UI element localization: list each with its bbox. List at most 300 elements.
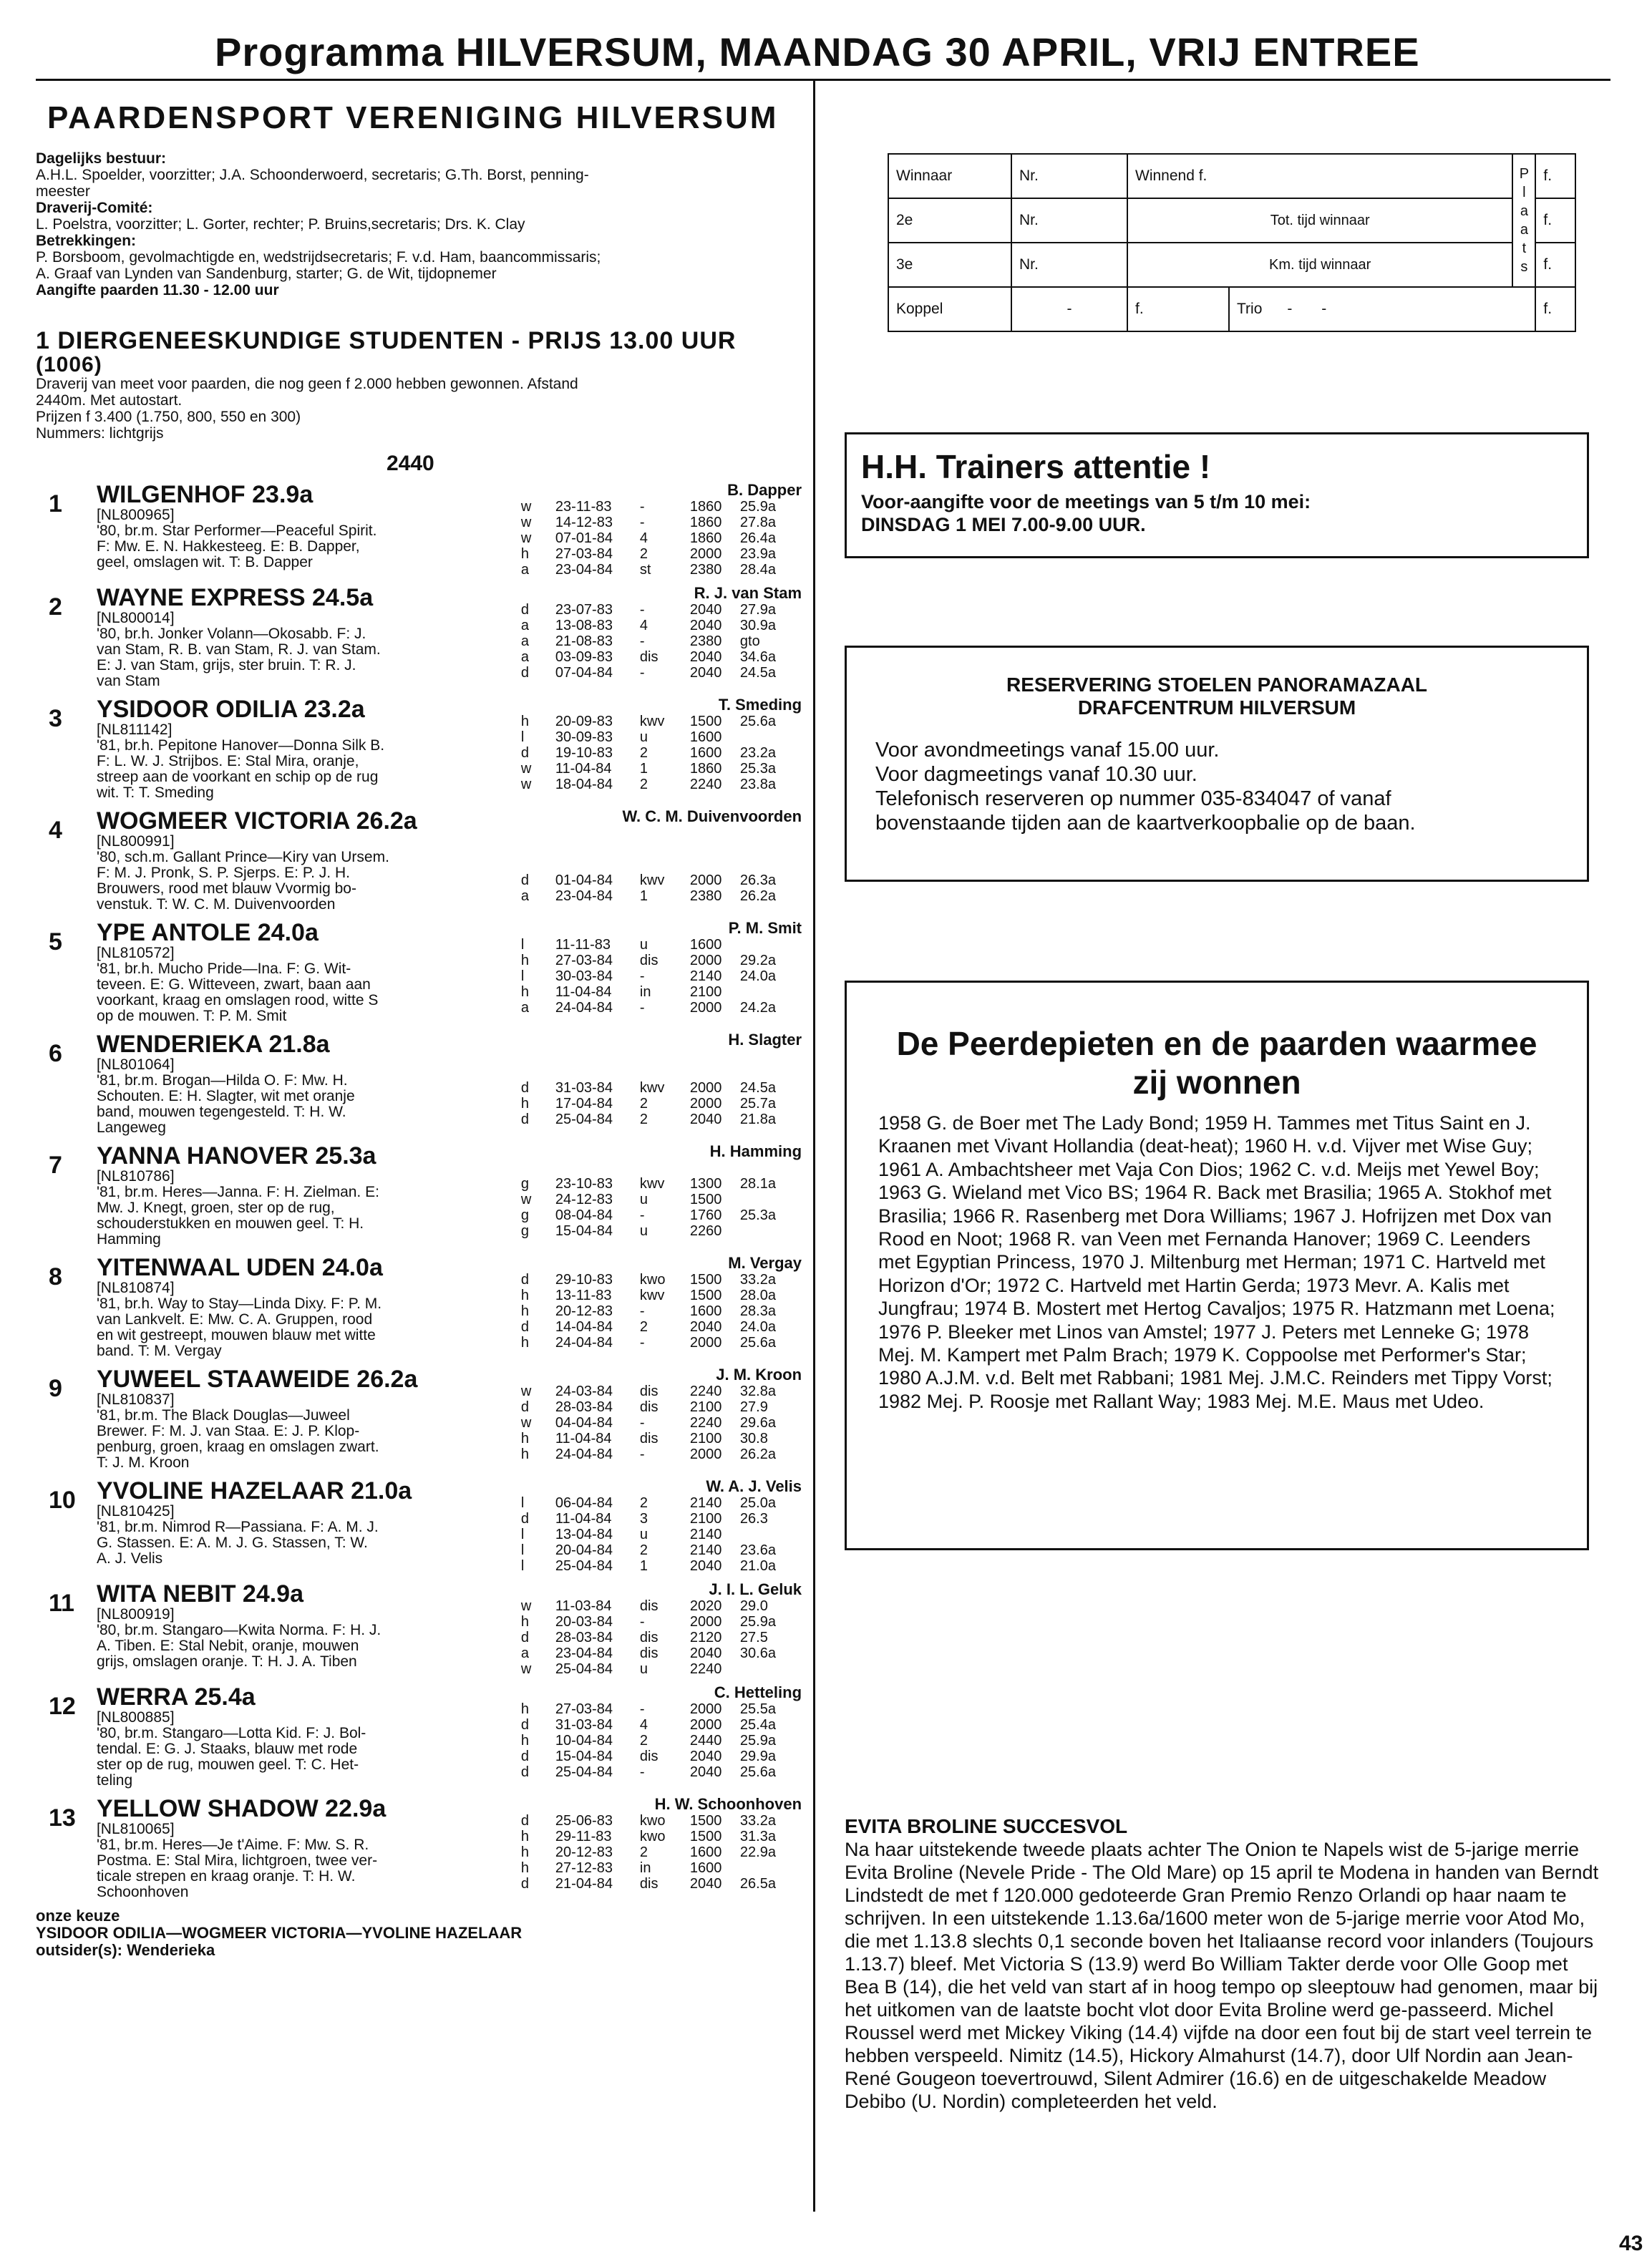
horse-desc-line: ster op de rug, mouwen geel. T: C. Het-	[96, 1756, 359, 1773]
horse-trainer: R. J. van Stam	[694, 584, 802, 602]
horse-desc-line: [NL800885]	[96, 1709, 175, 1726]
result-cell: -	[639, 633, 645, 649]
spacer	[521, 1049, 802, 1064]
result-cell: 23-04-84	[555, 1645, 613, 1661]
tote-results-table	[888, 153, 1576, 332]
trainers-line: Voor-aangifte voor de meetings van 5 t/m 10 mei:	[861, 491, 1311, 512]
result-cell: u	[639, 1527, 648, 1542]
horse-desc-line: Mw. J. Knegt, groen, ster op de rug,	[96, 1200, 335, 1216]
horse-name: WITA NEBIT 24.9a	[96, 1580, 304, 1608]
horse-name: YANNA HANOVER 25.3a	[96, 1142, 376, 1170]
horse-entry	[36, 696, 802, 801]
race-line: Draverij van meet voor paarden, die nog geen f 2.000 hebben gewonnen. Afstand	[36, 376, 578, 392]
result-cell: l	[520, 1542, 525, 1558]
result-cell: 23-07-83	[555, 602, 613, 618]
board-heading: Dagelijks bestuur:	[36, 150, 167, 167]
horse-desc-line: '80, br.h. Jonker Volann—Okosabb. F: J.	[96, 626, 366, 642]
result-cell: h	[520, 1303, 530, 1319]
evita-text: Na haar uitstekende tweede plaats achter The Onion te Napels wist de 5-jarige merrie Evita Broline (Nevele Pride - The Old Mare) op 15 april te Modena in handen van Berndt Lindstedt de met f 120.000 gedoteerde Gran Premio Renzo Orlandi op haar naam te schrijven. In een uitstekende 1.13.6a/1600 meter won de 5-jarige merrie voor Atod Mo, die met 1.13.8 slechts 0,1 seconde boven het Italiaanse record voor inlanders (Toujours 1.13.7) bleef. Met Victoria S (13.9) werd Bo William Takter derde voor Olle Goop met Bea B (14), die het veld van start af in hoog tempo op sleeptouw had genomen, maar bij het uitkomen van de laatste bocht vlot door Evita Broline werd ge-passeerd. Michel Roussel werd met Mickey Viking (14.4) vijfde na door een fout bij de start veel terrein te hebben verspeeld. Nimitz (14.5), Hickory Almahurst (14.7), door Ulf Nordin aan Jean-René Gougeon toevertrouwd, Silent Admirer (16.6) en de uitgeschakelde Meadow Debibo (U. Nordin) completeerden het veld.	[845, 1839, 1599, 2112]
race-line: 2440m. Met autostart.	[36, 392, 183, 409]
spacer	[521, 1160, 802, 1176]
horse-name: WILGENHOF 23.9a	[96, 481, 314, 508]
horse-desc-line: [NL810786]	[96, 1168, 175, 1185]
result-cell: dis	[639, 1399, 659, 1415]
result-line	[521, 499, 802, 515]
result-cell: 21-04-84	[555, 1876, 613, 1892]
result-line	[521, 1000, 802, 1016]
horse-info	[97, 585, 521, 689]
result-cell: 20-03-84	[555, 1614, 613, 1630]
horse-number: 9	[49, 1375, 62, 1402]
horse-desc-line: F: M. J. Pronk, S. P. Sjerps. E: P. J. H.	[96, 865, 350, 881]
result-cell: kwo	[639, 1272, 666, 1288]
result-cell: 2000	[689, 1335, 722, 1351]
result-line	[521, 1860, 802, 1876]
result-cell: d	[520, 1630, 530, 1645]
result-line	[521, 530, 802, 546]
horse-desc-line: tendal. E: G. J. Staaks, blauw met rode	[96, 1741, 358, 1757]
result-cell: 21.8a	[739, 1112, 776, 1127]
result-cell: 27.9a	[739, 602, 776, 618]
result-cell: 29.0	[739, 1598, 768, 1614]
result-cell: 14-12-83	[555, 515, 613, 530]
result-cell: 2100	[689, 984, 722, 1000]
result-cell: 26.2a	[739, 888, 776, 904]
horse-trainer: P. M. Smit	[728, 919, 802, 937]
horse-desc-line: ticale strepen en kraag oranje. T: H. W.	[96, 1868, 356, 1885]
horse-results	[521, 1478, 802, 1574]
horse-number: 12	[49, 1693, 76, 1720]
horse-name: WENDERIEKA 21.8a	[96, 1031, 330, 1058]
result-cell: w	[520, 1415, 532, 1431]
result-cell: st	[639, 562, 651, 578]
result-cell: d	[520, 1511, 530, 1527]
horse-desc-line: voorkant, kraag en omslagen rood, witte S	[96, 992, 379, 1008]
result-cell: h	[520, 1447, 530, 1462]
result-cell: 18-04-84	[555, 777, 613, 792]
horse-desc-line: '81, br.m. The Black Douglas—Juweel	[96, 1407, 350, 1424]
result-cell: -	[639, 602, 645, 618]
result-cell: 11-03-84	[555, 1598, 612, 1614]
result-cell: 2140	[689, 968, 722, 984]
result-cell: 26.3a	[739, 872, 776, 888]
board-line: A.H.L. Spoelder, voorzitter; J.A. Schoonderwoerd, secretaris; G.Th. Borst, penning-	[36, 167, 589, 183]
board-line: A. Graaf van Lynden van Sandenburg, starter; G. de Wit, tijdopnemer	[36, 266, 497, 282]
horse-desc-line: '80, sch.m. Gallant Prince—Kiry van Ursem.	[96, 849, 389, 865]
our-choice	[36, 1907, 802, 1959]
result-cell: h	[520, 1701, 530, 1717]
horse-desc-line: '81, br.m. Heres—Janna. F: H. Zielman. E:	[96, 1184, 379, 1200]
horse-entry	[36, 1366, 802, 1471]
result-cell: d	[520, 1764, 530, 1780]
result-cell: 25.6a	[739, 1764, 776, 1780]
horse-desc-line: '81, br.m. Brogan—Hilda O. F: Mw. H.	[96, 1072, 348, 1089]
horse-trainer: J. M. Kroon	[716, 1366, 802, 1384]
result-cell: h	[520, 1288, 530, 1303]
horse-entry	[36, 1796, 802, 1900]
spacer	[521, 841, 802, 857]
result-line	[521, 729, 802, 745]
result-cell: d	[520, 1080, 530, 1096]
result-cell: 2040	[689, 602, 722, 618]
trainers-title: H.H. Trainers attentie !	[861, 448, 1211, 485]
result-cell: 4	[639, 1717, 648, 1733]
horse-results	[521, 1031, 802, 1136]
tote-cell: Km. tijd winnaar	[1127, 243, 1512, 287]
tote-cell: Koppel	[888, 287, 1011, 331]
result-cell: 27-03-84	[555, 953, 613, 968]
result-cell: 20-04-84	[555, 1542, 613, 1558]
result-line	[521, 1223, 802, 1239]
trainers-line: DINSDAG 1 MEI 7.00-9.00 UUR.	[861, 514, 1146, 535]
result-cell: dis	[639, 1598, 659, 1614]
result-cell: 2000	[689, 546, 722, 562]
result-cell: dis	[639, 1645, 659, 1661]
result-line	[521, 1558, 802, 1574]
reservation-notice	[845, 646, 1589, 882]
result-cell: 2100	[689, 1511, 722, 1527]
result-cell: -	[639, 1701, 645, 1717]
result-cell: 2000	[689, 1447, 722, 1462]
result-line	[521, 1813, 802, 1829]
result-line	[521, 1080, 802, 1096]
result-cell: 14-04-84	[555, 1319, 613, 1335]
result-cell: w	[520, 1661, 532, 1677]
result-cell: d	[520, 665, 530, 681]
result-cell: a	[520, 1000, 530, 1016]
horse-list	[36, 482, 802, 1900]
result-cell: 23-10-83	[555, 1176, 613, 1192]
horse-desc-line: Postma. E: Stal Mira, lichtgroen, twee ver-	[96, 1852, 378, 1869]
result-line	[521, 1288, 802, 1303]
result-line	[521, 1319, 802, 1335]
result-cell: 07-01-84	[555, 530, 613, 546]
result-cell: 25-04-84	[555, 1661, 613, 1677]
result-cell: a	[520, 649, 530, 665]
result-cell: 2380	[689, 562, 722, 578]
spacer	[521, 1064, 802, 1080]
result-cell: 2120	[689, 1630, 722, 1645]
result-cell: dis	[639, 649, 659, 665]
tote-cell: f.	[1127, 287, 1229, 331]
result-cell: u	[639, 729, 648, 745]
horse-number: 3	[49, 705, 62, 732]
horse-results	[521, 585, 802, 689]
horse-desc-line: [NL801064]	[96, 1056, 175, 1073]
result-cell: -	[639, 515, 645, 530]
horse-entry	[36, 1255, 802, 1359]
horse-desc-line: '80, br.m. Stangaro—Kwita Norma. F: H. J.	[96, 1622, 382, 1638]
result-cell: 4	[639, 618, 648, 633]
result-cell: 27-03-84	[555, 546, 613, 562]
result-cell: d	[520, 1876, 530, 1892]
horse-desc-line: Schoonhoven	[96, 1884, 189, 1900]
result-cell: 2020	[689, 1598, 722, 1614]
result-line	[521, 888, 802, 904]
reservation-line: bovenstaande tijden aan de kaartverkoopbalie op de baan.	[875, 812, 1416, 835]
result-cell: -	[639, 1415, 645, 1431]
result-cell: 20-09-83	[555, 714, 613, 729]
horse-desc-line: [NL811142]	[96, 721, 173, 738]
horse-desc-line: F: Mw. E. N. Hakkesteeg. E: B. Dapper,	[96, 538, 360, 555]
horse-trainer: H. Slagter	[728, 1031, 802, 1049]
result-cell: a	[520, 633, 530, 649]
result-line	[521, 1876, 802, 1892]
board-heading: Betrekkingen:	[36, 233, 137, 249]
tote-plaats: P l a a t s	[1512, 154, 1535, 287]
result-cell: 03-09-83	[555, 649, 613, 665]
result-cell: 22.9a	[739, 1844, 776, 1860]
horse-desc-line: '81, br.h. Way to Stay—Linda Dixy. F: P. M.	[96, 1295, 382, 1312]
result-cell: 2000	[689, 1000, 722, 1016]
result-cell: w	[520, 761, 532, 777]
board-line: L. Poelstra, voorzitter; L. Gorter, rechter; P. Bruins,secretaris; Drs. K. Clay	[36, 216, 525, 233]
result-cell: 11-11-83	[555, 937, 611, 953]
result-cell: 26.4a	[739, 530, 776, 546]
horse-desc-line: venstuk. T: W. C. M. Duivenvoorden	[96, 896, 336, 913]
result-cell: 25.3a	[739, 1207, 776, 1223]
result-line	[521, 1527, 802, 1542]
horse-results	[521, 1796, 802, 1900]
result-cell: kwv	[639, 1176, 665, 1192]
result-cell: 1600	[689, 729, 722, 745]
horse-results	[521, 1366, 802, 1471]
result-cell: h	[520, 1096, 530, 1112]
horse-desc-line: van Stam	[96, 673, 160, 689]
horse-desc-line: teveen. E: G. Witteveen, zwart, baan aan	[96, 976, 371, 993]
tote-cell: Tot. tijd winnaar	[1127, 198, 1512, 243]
result-cell: h	[520, 546, 530, 562]
result-cell: 25.9a	[739, 499, 776, 515]
result-cell: 26.2a	[739, 1447, 776, 1462]
result-line	[521, 602, 802, 618]
result-cell: u	[639, 1223, 648, 1239]
horse-entry	[36, 808, 802, 913]
result-line	[521, 777, 802, 792]
horse-number: 2	[49, 593, 62, 621]
result-line	[521, 745, 802, 761]
result-line	[521, 1384, 802, 1399]
result-cell: 28-03-84	[555, 1630, 613, 1645]
horse-desc-line: op de mouwen. T: P. M. Smit	[96, 1008, 287, 1024]
result-cell	[740, 937, 790, 953]
result-cell: 27.9	[739, 1399, 768, 1415]
horse-info	[97, 808, 521, 913]
result-cell: 1	[639, 761, 648, 777]
result-cell: 2	[639, 1319, 648, 1335]
result-cell: 2	[639, 546, 648, 562]
horse-desc-line: schouderstukken en mouwen geel. T: H.	[96, 1215, 364, 1232]
horse-desc-line: en wit gestreept, mouwen blauw met witte	[96, 1327, 376, 1343]
result-cell: 2	[639, 1542, 648, 1558]
result-cell: 1500	[689, 1813, 722, 1829]
result-cell: 2	[639, 745, 648, 761]
result-cell: 2	[639, 1495, 648, 1511]
result-line	[521, 633, 802, 649]
horse-entry	[36, 482, 802, 578]
result-cell: -	[639, 968, 645, 984]
result-cell: 1760	[689, 1207, 722, 1223]
tote-cell: Nr.	[1011, 243, 1127, 287]
result-cell: 1500	[689, 1829, 722, 1844]
result-cell: 31.3a	[739, 1829, 776, 1844]
race-line: Nummers: lichtgrijs	[36, 425, 164, 442]
result-cell: -	[639, 1614, 645, 1630]
result-line	[521, 1749, 802, 1764]
result-cell: kwo	[639, 1813, 666, 1829]
result-line	[521, 1630, 802, 1645]
result-line	[521, 1447, 802, 1462]
result-cell: 19-10-83	[555, 745, 613, 761]
result-cell: 06-04-84	[555, 1495, 613, 1511]
result-cell: 2	[639, 1733, 648, 1749]
tote-cell: 2e	[888, 198, 1011, 243]
result-cell: h	[520, 1614, 530, 1630]
peerdepieten-box	[845, 981, 1589, 1550]
horse-entry	[36, 1478, 802, 1574]
horse-number: 6	[49, 1040, 62, 1067]
board-heading: Draverij-Comité:	[36, 200, 153, 216]
horse-results	[521, 482, 802, 578]
result-cell: 23.8a	[739, 777, 776, 792]
result-cell: 24.0a	[739, 1319, 776, 1335]
horse-desc-line: Langeweg	[96, 1119, 166, 1136]
result-line	[521, 1542, 802, 1558]
horse-desc-line: T: J. M. Kroon	[96, 1454, 190, 1471]
result-cell: 1600	[689, 745, 722, 761]
horse-number: 8	[49, 1263, 62, 1290]
result-cell: h	[520, 1733, 530, 1749]
result-cell	[740, 1860, 790, 1876]
result-line	[521, 515, 802, 530]
result-cell: 4	[639, 530, 648, 546]
horse-info	[97, 1684, 521, 1789]
result-cell: 2140	[689, 1542, 722, 1558]
horse-desc-line: '81, br.m. Heres—Je t'Aime. F: Mw. S. R.	[96, 1837, 369, 1853]
horse-entry	[36, 1684, 802, 1789]
choice-label: onze keuze	[36, 1907, 120, 1925]
result-cell: h	[520, 984, 530, 1000]
horse-desc-line: [NL810572]	[96, 945, 175, 961]
result-cell: 13-04-84	[555, 1527, 613, 1542]
horse-name: WOGMEER VICTORIA 26.2a	[96, 807, 417, 835]
result-line	[521, 649, 802, 665]
result-cell: 33.2a	[739, 1272, 776, 1288]
result-cell: 27-12-83	[555, 1860, 613, 1876]
horse-desc-line: '81, br.h. Mucho Pride—Ina. F: G. Wit-	[96, 961, 351, 977]
result-cell: 2040	[689, 665, 722, 681]
spacer	[521, 857, 802, 872]
tote-cell: Nr.	[1011, 198, 1127, 243]
result-cell: 1600	[689, 1303, 722, 1319]
result-cell: d	[520, 1813, 530, 1829]
result-cell: 24-03-84	[555, 1384, 613, 1399]
result-line	[521, 1598, 802, 1614]
board-heading: Aangifte paarden 11.30 - 12.00 uur	[36, 282, 279, 298]
result-cell: w	[520, 1384, 532, 1399]
reservation-line: Telefonisch reserveren op nummer 035-834047 of vanaf	[875, 787, 1391, 810]
result-cell: 23-04-84	[555, 888, 613, 904]
left-column	[36, 93, 802, 1959]
result-cell: 30.8	[739, 1431, 768, 1447]
result-cell: 27-03-84	[555, 1701, 613, 1717]
result-cell: dis	[639, 1384, 659, 1399]
result-cell: 1860	[689, 499, 722, 515]
result-cell: -	[639, 1335, 645, 1351]
result-line	[521, 1645, 802, 1661]
result-cell: 20-12-83	[555, 1844, 613, 1860]
trainers-notice	[845, 432, 1589, 558]
result-cell: dis	[639, 1431, 659, 1447]
horse-desc-line: E: J. van Stam, grijs, ster bruin. T: R. J.	[96, 657, 356, 674]
board-line: P. Borsboom, gevolmachtigde en, wedstrijdsecretaris; F. v.d. Ham, baancommissaris;	[36, 249, 601, 266]
result-line	[521, 1829, 802, 1844]
horse-results	[521, 808, 802, 913]
result-line	[521, 1335, 802, 1351]
horse-name: YUWEEL STAAWEIDE 26.2a	[96, 1366, 418, 1393]
result-cell: w	[520, 530, 532, 546]
horse-results	[521, 1684, 802, 1789]
result-cell: a	[520, 618, 530, 633]
result-line	[521, 1717, 802, 1733]
reservation-subtitle: DRAFCENTRUM HILVERSUM	[1077, 696, 1356, 719]
result-cell: 01-04-84	[555, 872, 613, 888]
horse-name: YELLOW SHADOW 22.9a	[96, 1795, 387, 1822]
result-cell: 2000	[689, 953, 722, 968]
result-cell: 31-03-84	[555, 1717, 613, 1733]
result-cell: u	[639, 1661, 648, 1677]
horse-info	[97, 1255, 521, 1359]
result-line	[521, 618, 802, 633]
result-line	[521, 1303, 802, 1319]
horse-name: YSIDOOR ODILIA 23.2a	[96, 696, 365, 723]
horse-number: 7	[49, 1152, 62, 1179]
tote-cell: f.	[1535, 243, 1575, 287]
result-cell: 2240	[689, 1384, 722, 1399]
result-cell: 2140	[689, 1495, 722, 1511]
horse-name: WAYNE EXPRESS 24.5a	[96, 584, 374, 611]
result-line	[521, 1495, 802, 1511]
tote-cell: f.	[1535, 198, 1575, 243]
result-line	[521, 1192, 802, 1207]
tote-cell: Winnaar	[888, 154, 1011, 198]
result-cell: 1500	[689, 714, 722, 729]
horse-info	[97, 1796, 521, 1900]
result-cell: 1500	[689, 1272, 722, 1288]
result-cell: g	[520, 1207, 530, 1223]
result-cell: l	[520, 1495, 525, 1511]
tote-cell	[1229, 287, 1535, 331]
result-cell: 1600	[689, 1844, 722, 1860]
result-cell: 31-03-84	[555, 1080, 613, 1096]
spacer	[521, 825, 802, 841]
result-line	[521, 1207, 802, 1223]
result-cell: in	[639, 1860, 651, 1876]
result-cell: 2240	[689, 777, 722, 792]
horse-info	[97, 696, 521, 801]
result-cell: 1600	[689, 1860, 722, 1876]
result-cell: dis	[639, 1630, 659, 1645]
result-cell	[740, 1661, 790, 1677]
result-line	[521, 1431, 802, 1447]
result-cell: -	[639, 1764, 645, 1780]
horse-desc-line: A. Tiben. E: Stal Nebit, oranje, mouwen	[96, 1638, 359, 1654]
result-cell: 2000	[689, 1701, 722, 1717]
horse-desc-line: [NL800965]	[96, 507, 175, 523]
page-number: 43	[1619, 2232, 1643, 2255]
tote-dashes: - -	[1287, 301, 1327, 317]
horse-number: 5	[49, 928, 62, 956]
